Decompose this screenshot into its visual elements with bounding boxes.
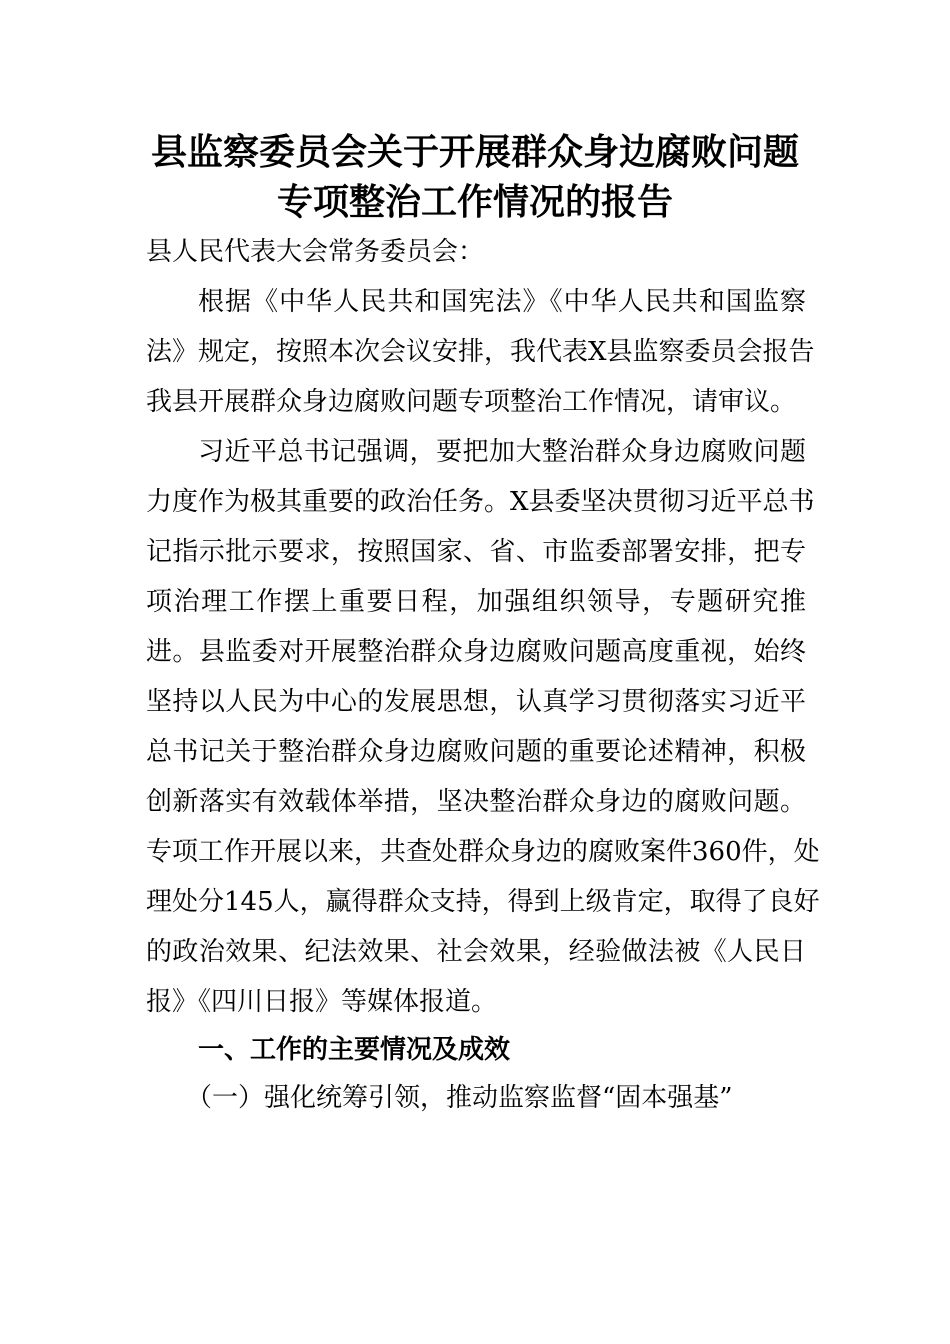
paragraph-2-line: 创新落实有效载体举措，坚决整治群众身边的腐败问题。 <box>146 787 806 817</box>
paragraph-2-line: 专项工作开展以来，共查处群众身边的腐败案件360件，处 <box>146 837 820 867</box>
paragraph-2-line: 习近平总书记强调，要把加大整治群众身边腐败问题 <box>198 437 806 467</box>
paragraph-2-line: 进。县监委对开展整治群众身边腐败问题高度重视，始终 <box>146 637 806 667</box>
paragraph-2-line: 项治理工作摆上重要日程，加强组织领导，专题研究推 <box>146 587 806 617</box>
salutation: 县人民代表大会常务委员会： <box>146 237 485 267</box>
paragraph-2-line: 理处分145人，赢得群众支持，得到上级肯定，取得了良好 <box>146 887 820 917</box>
document-title-line-2: 专项整治工作情况的报告 <box>276 182 673 223</box>
paragraph-2-line: 报》《四川日报》等媒体报道。 <box>146 987 498 1017</box>
paragraph-1-line: 法》规定，按照本次会议安排，我代表X县监察委员会报告 <box>146 337 815 367</box>
paragraph-2-line: 的政治效果、纪法效果、社会效果，经验做法被《人民日 <box>146 937 806 967</box>
paragraph-1-line: 根据《中华人民共和国宪法》《中华人民共和国监察 <box>198 287 806 317</box>
paragraph-2-line: 总书记关于整治群众身边腐败问题的重要论述精神，积极 <box>146 737 806 767</box>
paragraph-1-line: 我县开展群众身边腐败问题专项整治工作情况，请审议。 <box>146 387 797 417</box>
paragraph-2-line: 记指示批示要求，按照国家、省、市监委部署安排，把专 <box>146 537 806 567</box>
paragraph-2-line: 坚持以人民为中心的发展思想，认真学习贯彻落实习近平 <box>146 687 806 717</box>
document-title-line-1: 县监察委员会关于开展群众身边腐败问题 <box>150 132 799 173</box>
section-1-heading: 一、工作的主要情况及成效 <box>198 1035 511 1065</box>
subsection-1-heading: （一）强化统筹引领，推动监察监督“固本强基” <box>186 1083 733 1113</box>
paragraph-2-line: 力度作为极其重要的政治任务。X县委坚决贯彻习近平总书 <box>146 487 815 517</box>
